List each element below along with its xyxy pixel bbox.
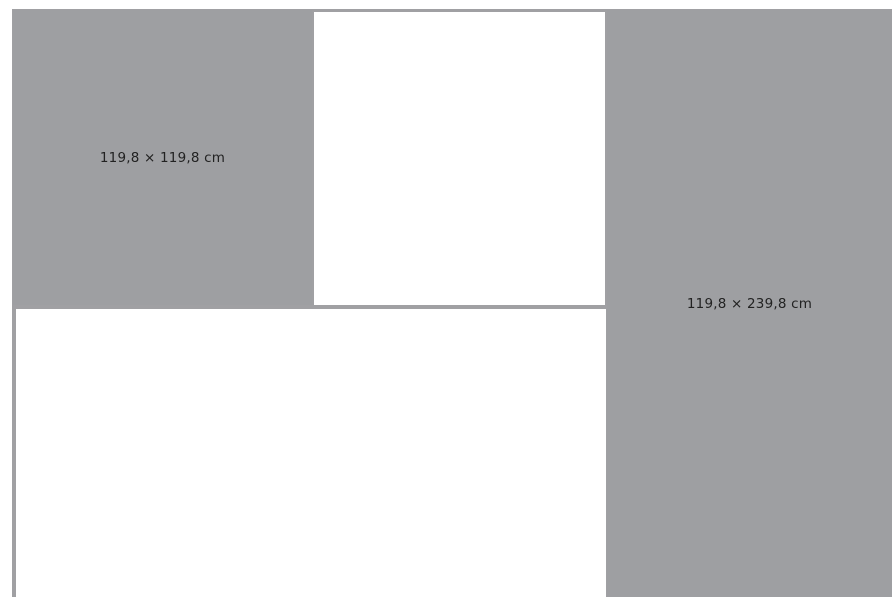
- tile-tall-gray: [607, 10, 892, 597]
- tile-tall-gray-dimensions: 119,8 × 239,8 cm: [686, 295, 813, 312]
- tile-square-gray: [13, 10, 312, 305]
- tile-layout-frame: [12, 9, 892, 597]
- tile-square-gray-dimensions: 119,8 × 119,8 cm: [99, 149, 226, 166]
- tile-square-white: [314, 12, 605, 305]
- tile-wide-white: [16, 309, 606, 597]
